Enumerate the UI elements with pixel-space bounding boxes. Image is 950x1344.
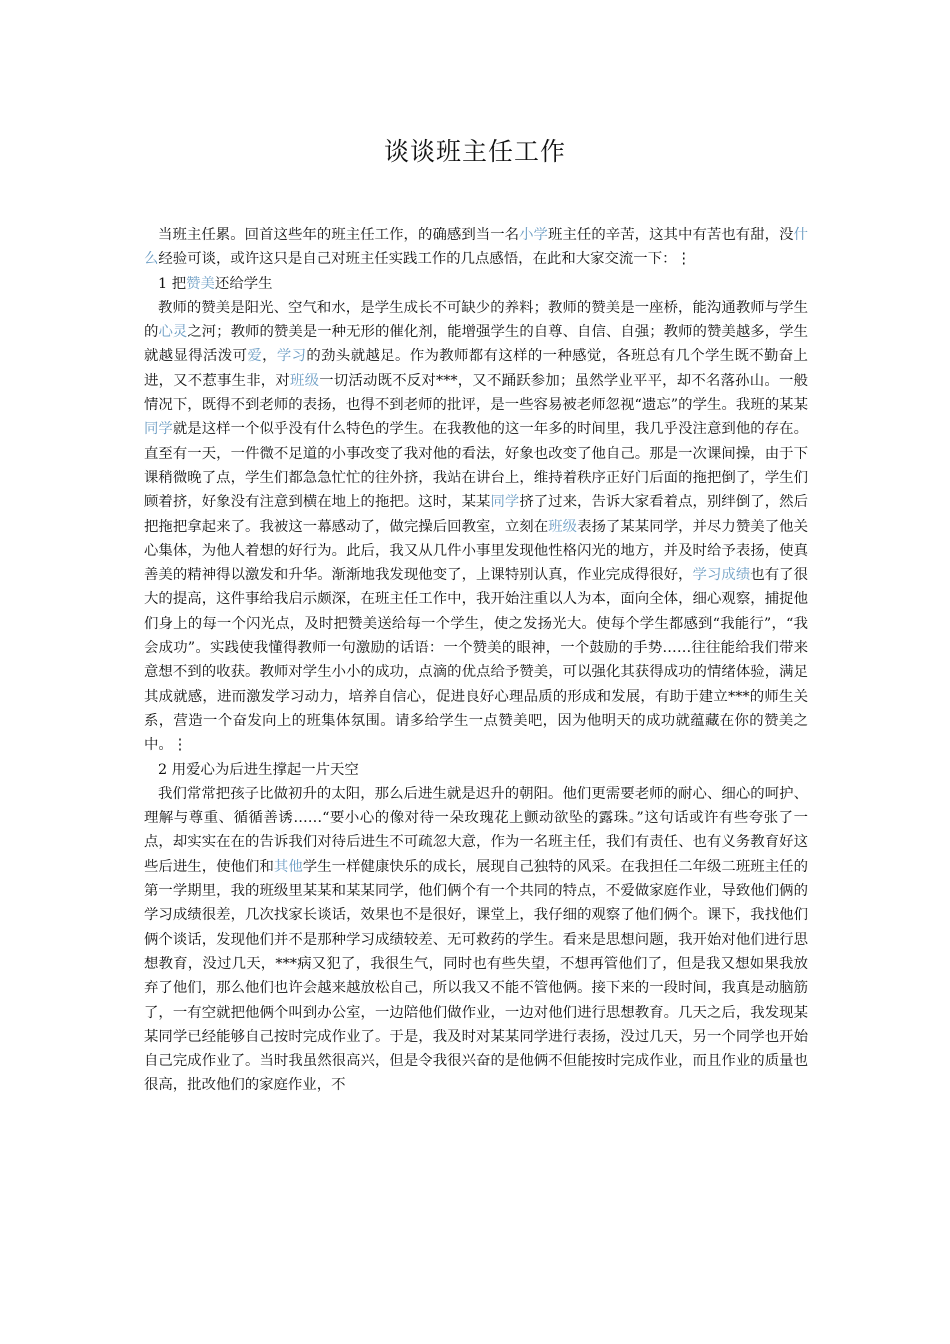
- highlighted-term: 爱: [247, 348, 263, 365]
- document-body: [144, 223, 808, 1098]
- text-run: 2 用爱心为后进生撑起一片天空: [158, 761, 359, 778]
- highlighted-term: 同学: [144, 421, 173, 438]
- section-heading: [144, 272, 808, 296]
- text-run: 班主任的辛苦，这其中有苦也有甜，没: [548, 227, 794, 243]
- text-run: 表扬了某某同学，并尽力赞美了他关心集体，为他人着想的好行为。此后，我又从几件小事里发现他性格闪光的地方，并及时给予表扬，使真善美的精神得以激发和升华。渐渐地我发现他变了，上课特别认真，作业完成得很好，: [144, 518, 808, 584]
- highlighted-term: 小学: [519, 227, 548, 243]
- text-run: 经验可谈，或许这只是自己对班主任实践工作的几点感悟，在此和大家交流一下：⋮: [158, 251, 691, 268]
- highlighted-term: 其他: [273, 858, 303, 875]
- text-run: 之河；教师的赞美是一种无形的催化剂，能增强学生的自尊、自信、自强；教师的赞美越多，学生就越显得活泼可: [144, 324, 808, 365]
- highlighted-term: 同学: [490, 494, 520, 511]
- text-run: 学生一样健康快乐的成长，展现自己独特的风采。在我担任二年级二班班主任的第一学期里，我的班级里某某和某某同学，他们俩个有一个共同的特点，不爱做家庭作业，导致他们俩的学习成绩很差，几次找家长谈话，效果也不是很好，课堂上，我仔细的观察了他们俩个。课下，我找他们俩个谈话，发现他们并不是那种学习成绩较差、无可救药的学生。看来是思想问题，我开始对他们进行思想教育，没过几天，***病又犯了，我很生气，同时也有些失望，不想再管他们了，但是我又想如果我放弃了他们，那么他们也许会越来越放松自己，所以我又不能不管他俩。接下来的一段时间，我真是动脑筋了，一有空就把他俩个叫到办公室，一边陪他们做作业，一边对他们进行思想教育。几天之后，我发现某某同学已经能够自己按时完成作业了。于是，我及时对某某同学进行表扬，没过几天，另一个同学也开始自己完成作业了。当时我虽然很高兴，但是令我很兴奋的是他俩不但能按时完成作业，而且作业的质量也很高，批改他们的家庭作业，不: [144, 858, 808, 1094]
- body-paragraph: [144, 223, 808, 272]
- text-run: 挤了过来，告诉大家看着点，别绊倒了，然后把拖把拿起来了。我被这一幕感动了，做完操后回教室，立刻在: [144, 494, 808, 535]
- highlighted-term: 班级: [290, 372, 320, 389]
- highlighted-term: 赞美: [186, 275, 215, 292]
- section-heading: [144, 758, 808, 782]
- body-paragraph: [144, 296, 808, 758]
- text-run: 的劲头就越足。作为教师都有这样的一种感觉，各班总有几个学生既不勤奋上进，又不惹事生非，对: [144, 348, 808, 389]
- text-run: ，: [262, 348, 277, 365]
- highlighted-term: 心灵: [158, 324, 188, 341]
- text-run: 还给学生: [214, 275, 273, 292]
- page-title: 谈谈班主任工作: [383, 137, 566, 166]
- text-run: 我们常常把孩子比做初升的太阳，那么后进生就是迟升的朝阳。他们更需要老师的耐心、细心的呵护、理解与尊重、循循善诱……“要小心的像对待一朵玫瑰花上颤动欲坠的露珠。”这句话或许有些夸张了一点，却实实在在的告诉我们对待后进生不可疏忽大意，作为一名班主任，我们有责任、也有义务教育好这些后进生，使他们和: [144, 785, 808, 875]
- highlighted-term: 学习: [276, 348, 307, 365]
- highlighted-term: 什么: [144, 227, 808, 268]
- text-run: 就是这样一个似乎没有什么特色的学生。在我教他的这一年多的时间里，我几乎没注意到他的存在。直至有一天，一件微不足道的小事改变了我对他的看法，好象也改变了他自己。那是一次课间操，由于下课稍微晚了点，学生们都急急忙忙的往外挤，我站在讲台上，维持着秩序正好门后面的拖把倒了，学生们顾着挤，好象没有注意到横在地上的拖把。这时，某某: [144, 421, 808, 511]
- highlighted-term: 学习成绩: [692, 567, 751, 584]
- body-paragraph: [144, 782, 808, 1098]
- text-run: 当班主任累。回首这些年的班主任工作，的确感到当一名: [158, 227, 520, 243]
- text-run: 一切活动既不反对***，又不踊跃参加；虽然学业平平，却不名落孙山。一般情况下，既得不到老师的表扬，也得不到老师的批评，是一些容易被老师忽视“遗忘”的学生。我班的某某: [144, 372, 808, 414]
- highlighted-term: 班级: [548, 518, 578, 535]
- text-run: 1 把: [158, 275, 187, 292]
- text-run: 教师的赞美是阳光、空气和水，是学生成长不可缺少的养料；教师的赞美是一座桥，能沟通教师与学生的: [144, 299, 808, 341]
- text-run: 也有了很大的提高，这件事给我启示颇深，在班主任工作中，我开始注重以人为本，面向全体，细心观察，捕捉他们身上的每一个闪光点，及时把赞美送给每一个学生，使之发扬光大。使每个学生都感到“我能行”，“我会成功”。实践使我懂得教师一句激励的话语：一个赞美的眼神，一个鼓励的手势……往往能给我们带来意想不到的收获。教师对学生小小的成功，点滴的优点给予赞美，可以强化其获得成功的情绪体验，满足其成就感，进而激发学习动力，培养自信心，促进良好心理品质的形成和发展，有助于建立***的师生关系，营造一个奋发向上的班集体氛围。请多给学生一点赞美吧，因为他明天的成功就蕴藏在你的赞美之中。⋮: [144, 567, 808, 754]
